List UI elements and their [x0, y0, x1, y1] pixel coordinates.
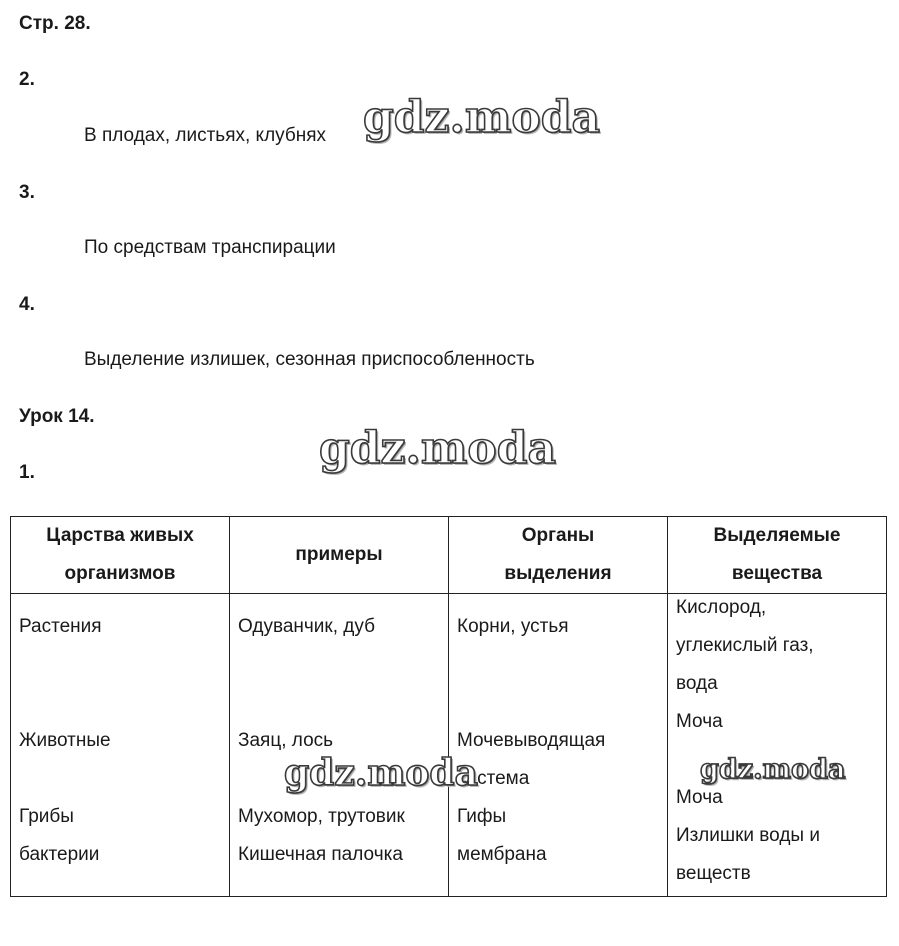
cell-text: Моча — [676, 711, 723, 732]
cell-text: Мочевыводящая — [457, 730, 606, 751]
cell-text: Грибы — [19, 806, 74, 827]
cell-text: система — [457, 768, 530, 789]
header-substances: Выделяемые вещества — [668, 517, 887, 594]
cell-text: бактерии — [19, 844, 100, 865]
task-answer-4: Выделение излишек, сезонная приспособленность — [84, 349, 535, 370]
cell-text: Растения — [19, 616, 102, 637]
cell-text: углекислый газ, — [676, 635, 814, 656]
header-organs: Органы выделения — [449, 517, 668, 594]
header-kingdoms: Царства живых организмов — [11, 517, 230, 594]
excretion-table — [10, 516, 887, 897]
page-label: Стр. 28. — [19, 13, 91, 34]
cell-examples — [230, 594, 449, 897]
watermark-logo: gdz.moda — [363, 92, 601, 143]
cell-text: Одуванчик, дуб — [238, 616, 375, 637]
cell-text: Моча — [676, 787, 723, 808]
task-number-4: 4. — [19, 294, 35, 315]
cell-organs — [449, 594, 668, 897]
cell-text: веществ — [676, 863, 751, 884]
watermark-logo: gdz.moda — [319, 423, 557, 474]
cell-text: Гифы — [457, 806, 507, 827]
watermark-logo: gdz.moda — [284, 752, 478, 794]
lesson-task-number: 1. — [19, 462, 35, 483]
header-examples: примеры — [230, 517, 449, 594]
table-header-row — [11, 517, 887, 594]
task-number-3: 3. — [19, 182, 35, 203]
task-answer-2: В плодах, листьях, клубнях — [84, 125, 327, 146]
cell-text: Мухомор, трутовик — [238, 806, 405, 827]
cell-text: Животные — [19, 730, 111, 751]
task-answer-3: По средствам транспирации — [84, 237, 336, 258]
table-row — [11, 594, 887, 897]
cell-text: Излишки воды и — [676, 825, 820, 846]
cell-text: Кислород, — [676, 597, 767, 618]
task-number-2: 2. — [19, 69, 35, 90]
cell-text: Кишечная палочка — [238, 844, 403, 865]
cell-text: Заяц, лось — [238, 730, 334, 751]
lesson-title: Урок 14. — [19, 406, 95, 427]
cell-kingdoms — [11, 594, 230, 897]
cell-text: мембрана — [457, 844, 547, 865]
cell-substances — [668, 594, 887, 897]
cell-text: вода — [676, 673, 718, 694]
cell-text: Корни, устья — [457, 616, 569, 637]
watermark-logo: gdz.moda — [700, 754, 846, 785]
